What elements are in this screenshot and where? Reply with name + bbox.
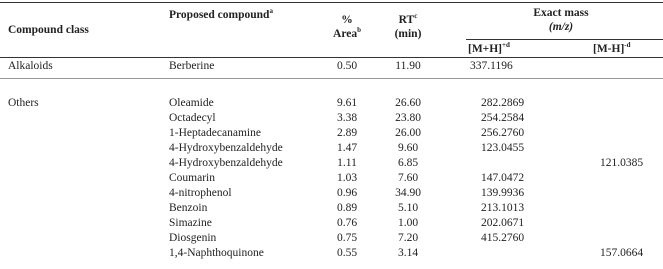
- cell-mh-plus: 213.1013: [481, 202, 525, 214]
- cell-area: 1.47: [336, 142, 358, 154]
- cell-compound: Simazine: [169, 217, 212, 229]
- header-proposed-compound-sup: a: [269, 7, 273, 15]
- header-mh-plus: [468, 43, 510, 55]
- header-area: [320, 13, 374, 41]
- cell-rt: 5.10: [397, 202, 419, 214]
- cell-rt: 11.90: [395, 60, 421, 72]
- cell-area: 0.50: [336, 60, 358, 72]
- exact-mass-rule: [466, 39, 663, 40]
- table-row: [0, 157, 663, 172]
- cell-area: 1.03: [336, 172, 358, 184]
- cell-rt: 34.90: [395, 187, 421, 199]
- cell-area: 9.61: [336, 97, 358, 109]
- header-rt-line1-text: RT: [398, 14, 415, 26]
- header-proposed-compound: [169, 9, 273, 21]
- table-row: [0, 232, 663, 247]
- cell-compound: Coumarin: [169, 172, 215, 184]
- header-rt-sup: c: [414, 12, 418, 20]
- header-compound-class-text: Compound class: [8, 24, 89, 36]
- cell-mh-plus: 254.2584: [481, 112, 525, 124]
- cell-mh-plus: 202.0671: [481, 217, 525, 229]
- cell-area: 0.89: [336, 202, 358, 214]
- header-rt-line2: (min): [394, 28, 422, 40]
- cell-rt: 1.00: [397, 217, 419, 229]
- header-mz-text: (m/z): [548, 21, 574, 33]
- cell-mh-plus: 337.1196: [470, 60, 513, 72]
- cell-compound: 4-Hydroxybenzaldehyde: [169, 142, 283, 154]
- table-row: [0, 142, 663, 157]
- cell-area: 3.38: [336, 112, 358, 124]
- header-mh-plus-sup: +d: [502, 41, 510, 49]
- cell-class: Others: [8, 97, 39, 109]
- cell-mh-minus: 157.0664: [600, 247, 644, 259]
- header-compound-class: [8, 24, 89, 36]
- cell-mh-plus: 256.2760: [481, 127, 525, 139]
- alkaloids-rule: [0, 78, 663, 79]
- table-row: [0, 60, 663, 75]
- table-row: [0, 202, 663, 217]
- header-mh-minus-text: [M-H]: [593, 43, 625, 55]
- cell-rt: 26.60: [395, 97, 421, 109]
- cell-rt: 7.60: [397, 172, 419, 184]
- cell-rt: 6.85: [397, 157, 419, 169]
- table-row: [0, 187, 663, 202]
- cell-mh-minus: 121.0385: [600, 157, 644, 169]
- cell-area: 0.96: [336, 187, 358, 199]
- cell-mh-plus: 123.0455: [481, 142, 525, 154]
- header-proposed-compound-text: Proposed compound: [169, 9, 270, 21]
- header-rt-line1: [380, 13, 436, 27]
- header-mh-plus-text: [M+H]: [468, 43, 503, 55]
- cell-rt: 3.14: [397, 247, 419, 259]
- cell-compound: 4-nitrophenol: [169, 187, 232, 199]
- cell-compound: 1,4-Naphthoquinone: [169, 247, 264, 259]
- table-row: [0, 112, 663, 127]
- cell-rt: 26.00: [395, 127, 421, 139]
- header-rt: [380, 13, 436, 41]
- header-mh-minus-sup: -d: [624, 41, 631, 49]
- header-area-sup: b: [357, 26, 361, 34]
- table-row: [0, 247, 663, 262]
- cell-area: 0.75: [336, 232, 358, 244]
- cell-mh-plus: 415.2760: [481, 232, 525, 244]
- header-area-line1: %: [341, 14, 353, 26]
- table-row: [0, 172, 663, 187]
- cell-mh-plus: 147.0472: [481, 172, 525, 184]
- cell-class: Alkaloids: [8, 60, 53, 72]
- table-row: [0, 127, 663, 142]
- cell-compound: 1-Heptadecanamine: [169, 127, 261, 139]
- cell-rt: 7.20: [397, 232, 419, 244]
- cell-mh-plus: 282.2869: [481, 97, 525, 109]
- cell-compound: Oleamide: [169, 97, 214, 109]
- cell-area: 0.55: [336, 247, 358, 259]
- cell-area: 1.11: [337, 157, 357, 169]
- header-area-line2: [320, 27, 374, 41]
- header-area-line2-text: Area: [333, 28, 358, 40]
- top-rule: [0, 2, 663, 3]
- header-exact-mass-text: Exact mass: [533, 7, 589, 19]
- header-mh-minus: [593, 43, 631, 55]
- header-exact-mass: [462, 6, 660, 34]
- cell-compound: 4-Hydroxybenzaldehyde: [169, 157, 283, 169]
- cell-mh-plus: 139.9936: [481, 187, 525, 199]
- header-bottom-rule: [0, 57, 663, 58]
- cell-area: 2.89: [336, 127, 358, 139]
- cell-compound: Diosgenin: [169, 232, 217, 244]
- cell-compound: Berberine: [169, 60, 215, 72]
- cell-rt: 23.80: [395, 112, 421, 124]
- table-row: [0, 97, 663, 112]
- cell-compound: Octadecyl: [169, 112, 216, 124]
- cell-compound: Benzoin: [169, 202, 208, 214]
- table-row: [0, 217, 663, 232]
- cell-rt: 9.60: [397, 142, 419, 154]
- cell-area: 0.76: [336, 217, 358, 229]
